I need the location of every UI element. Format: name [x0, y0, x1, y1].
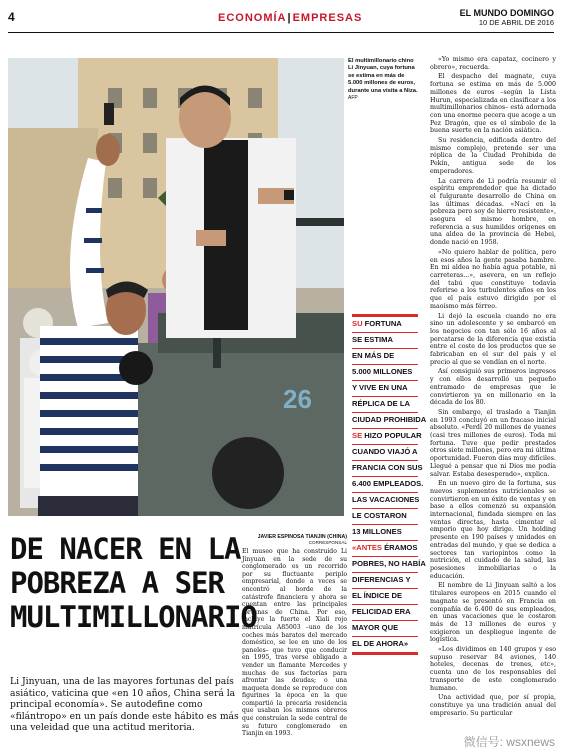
caption-text: El multimillonario chino Li Jinyuan, cuya fortuna se estima en más de 5.000 millones de euros, durante una visita a Niza. — [348, 58, 418, 94]
paragraph: En un nuevo giro de la fortuna, sus nuevos suplementos nutricionales se convirtieron en un éxito de ventas y en base a ellos comenzó su expansión internacional, fundada siempre en las ventas directas, hasta cimentar el emporio que hoy dirige. Un holding presente en 190 países y unidades en entradas del mundo, y que se dedica a sectores tan variopintos como la nutrición, el cuidado de la salud, las posesiones inmobiliarias o la educación. — [430, 480, 556, 580]
pullquote — [352, 314, 427, 655]
pullquote-line: SE ESTIMA — [352, 333, 418, 349]
paragraph: «Los dividimos en 140 grupos y eso supuso reservar 84 aviones, 140 hoteles, decenas de trenes, etc», cuenta uno de los responsables del transporte de este conglomerado humano. — [430, 646, 556, 692]
paragraph: Sin embargo, el traslado a Tianjin en 1993 concluyó en un fracaso inicial absoluto. «Perdí 20 millones de yuanes (casi tres millones de euros). Toda mi fortuna. Tuve que pedir prestados otros siete millones, pero era mi última oportunidad. Fueron días muy difíciles. Llegué a pensar que ni Dios me podía salvar. Estaba desesperado», explica. — [430, 408, 556, 478]
page-header — [8, 6, 554, 33]
photo-caption — [348, 58, 418, 102]
svg-text:26: 26 — [283, 384, 312, 414]
wechat-watermark: 微信号: wsxnews — [463, 735, 555, 749]
page-number: 4 — [8, 10, 15, 24]
section-economia: ECONOMÍA — [218, 12, 287, 24]
paragraph: El despacho del magnate, cuya fortuna se estima en más de 5.000 millones de euros –según la Lista Hurun, especializada en clasificar a los multimillonarios chinos– está adornada con una enorme pecera que acoge a un Pez Dragón, que es el símbolo de la buena suerte en la nación asiática. — [430, 73, 556, 135]
pullquote-line: POBRES, NO HABÍA — [352, 557, 418, 573]
pullquote-line: RÉPLICA DE LA — [352, 397, 418, 413]
byline-place: TIANJIN (CHINA) — [305, 534, 347, 540]
pullquote-line: EN MÁS DE — [352, 349, 418, 365]
paragraph: Una actividad que, por sí propia, constituye ya una tradición anual del empresario. Su particular — [430, 694, 556, 717]
pullquote-line: «ANTES ÉRAMOS — [352, 541, 418, 557]
paragraph: La carrera de Li podría resumir el espíritu emprendedor que ha dictado el fulgurante desarrollo de China en las últimas décadas. «Nací en la pobreza pero soy de hierro resistente», asegura el mismo hombre, en referencia a sus humildes orígenes en una aldea de la provincia de Hebei, donde nació en 1958. — [430, 177, 556, 247]
paragraph: El nombre de Li Jinyuan saltó a los titulares europeos en 2015 cuando el magnate se presentó en Francia en compañía de 6.400 de sus empleados, en unas vacaciones que le costaron más de 13 millones de euros y exigieron un despliegue ingente de logística. — [430, 582, 556, 644]
pullquote-line: 13 MILLONES — [352, 525, 418, 541]
article-body-left: El museo que ha construido Li Jinyuan en la sede de su conglomerado es un recorrido por su fluctuante periplo empresarial, donde a veces se encontró al borde de la catástrofe financiera y ahora se cuentan entre las principales fortunas de China. Por eso, incluye la fuerte el Xiali rojo matrícula A85003 –uno de los coches más baratos del mercado doméstico, se lee en uno de los paneles– que tuvo que conducir en 1995, tras verse obligado a vender un flamante Mercedes y muchas de sus factorías para afrontar las deudas; o una maqueta donde se reproduce con figurines la época en la que compartió la precaria residencia que usaban los mismos obreros que construían la sede central de su futuro conglomerado en Tianjin en 1993. — [242, 548, 347, 738]
byline — [243, 534, 347, 545]
pullquote-line: LE COSTARON — [352, 509, 418, 525]
byline-author: JAVIER ESPINOSA — [257, 534, 305, 540]
article-photo — [8, 58, 344, 516]
pullquote-line: LAS VACACIONES — [352, 493, 418, 509]
issue-date: 10 DE ABRIL DE 2016 — [478, 18, 554, 27]
byline-role: CORRESPONSAL — [308, 540, 347, 545]
pullquote-line: CIUDAD PROHIBIDA — [352, 413, 418, 429]
pullquote-line: 6.400 EMPLEADOS. — [352, 477, 418, 493]
newspaper-brand — [460, 8, 554, 28]
paragraph: «No quiero hablar de política, pero en esos años la gente pasaba hambre. En mi aldea no había agua potable, ni carreteras...», asevera, en un reflejo del tabú que constituye todavía referirse a los turbulentos años en los que el país estuvo dirigido por el maoísmo más férreo. — [430, 248, 556, 310]
pullquote-line: Y VIVE EN UNA — [352, 381, 418, 397]
pullquote-line: FELICIDAD ERA — [352, 605, 418, 621]
paragraph: Su residencia, edificada dentro del mismo complejo, pretende ser una réplica de la Ciudad Prohibida de Pekín, antigua sede de los emperadores. — [430, 137, 556, 175]
paragraph: «Yo mismo era capataz, cocinero y obrero», recuerda. — [430, 56, 556, 71]
section-empresas: EMPRESAS — [292, 12, 363, 24]
pullquote-line: 5.000 MILLONES — [352, 365, 418, 381]
photo-credit: AFP — [348, 95, 358, 102]
pullquote-line: FRANCIA CON SUS — [352, 461, 418, 477]
paragraph: Li dejó la escuela cuando no era sino un adolescente y se embarcó en los negocios con tan sólo 16 años al percatarse de la diferencia que existía entre el coste de los productos que se fabricaban en el sur del país y el precio al que se vendían en el norte. — [430, 312, 556, 366]
section-label: ECONOMÍA|EMPRESAS — [218, 12, 363, 24]
pullquote-line: DIFERENCIAS Y — [352, 573, 418, 589]
pullquote-line: CUANDO VIAJÓ A — [352, 445, 418, 461]
pullquote-line: SE HIZO POPULAR — [352, 429, 418, 445]
pullquote-line: EL DE AHORA» — [352, 637, 418, 655]
article-body-right — [430, 56, 556, 719]
article-headline: DE NACER EN LA POBREZA A SER MULTIMILLONARIO — [10, 532, 257, 634]
article-lead: Li Jinyuan, una de las mayores fortunas del país asiático, vaticina que «en 10 años, China será la principal economía». Se autodefine como «filántropo» en un país donde este hábito es más una veleidad que una actitud meritoria. — [10, 676, 239, 734]
pullquote-line: MAYOR QUE — [352, 621, 418, 637]
paragraph: Así consiguió sus primeros ingresos y con ellos desarrolló un pequeño entramado de empresas que le convirtieron ya en millonario en la década de los 80. — [430, 368, 556, 407]
pullquote-line: EL ÍNDICE DE — [352, 589, 418, 605]
brand-name: EL MUNDO DOMINGO — [459, 8, 554, 18]
pullquote-line: SU FORTUNA — [352, 314, 418, 333]
